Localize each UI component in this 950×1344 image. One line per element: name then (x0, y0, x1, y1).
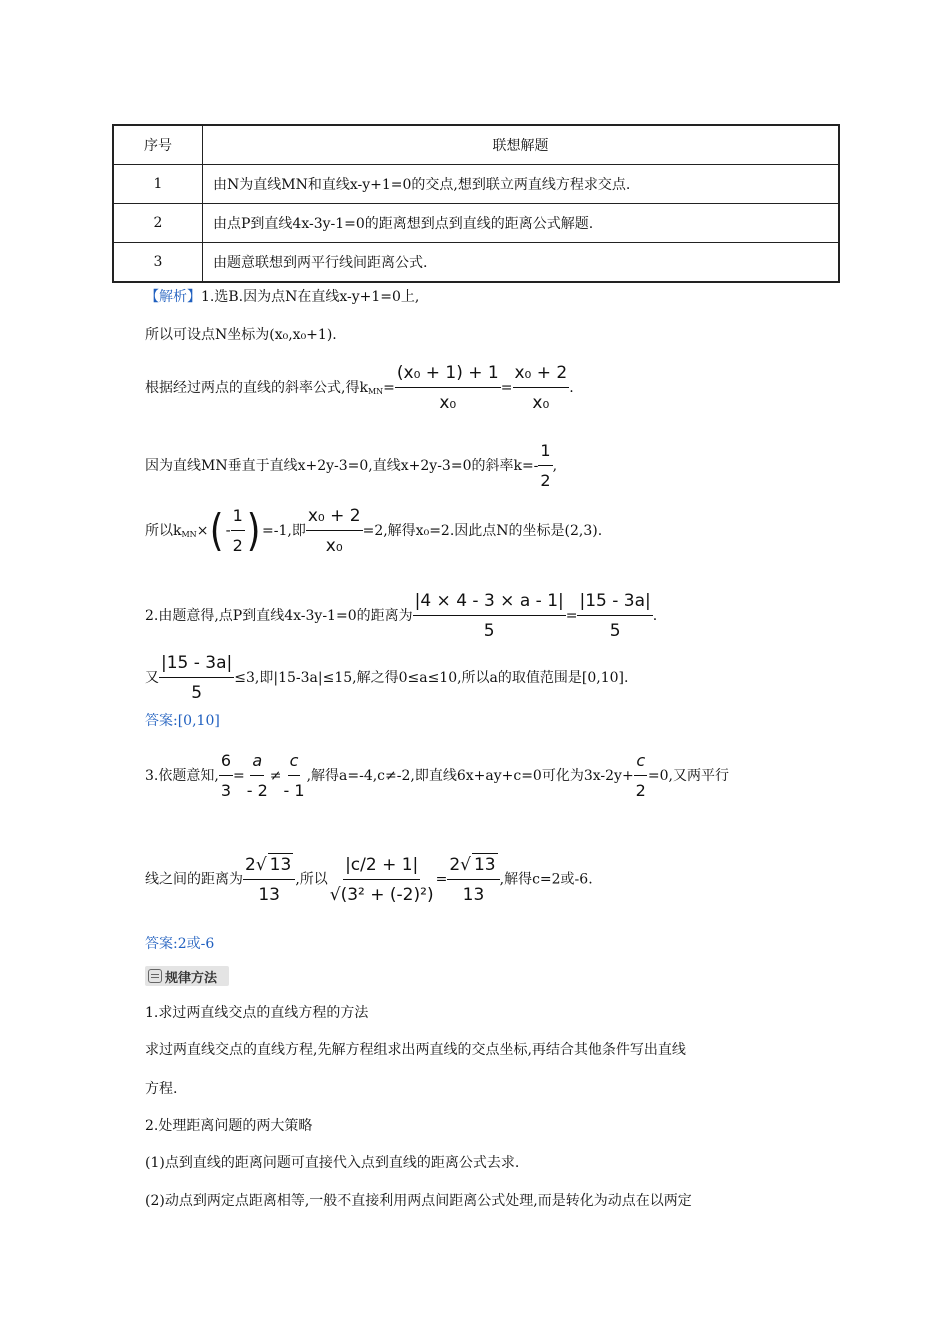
parallel-dist-post: ,解得c=2或-6. (499, 871, 593, 888)
row-index: 1 (113, 165, 203, 204)
row-text: 由题意联想到两平行线间距离公式. (203, 243, 840, 283)
table-row (113, 165, 839, 204)
analysis-line-perp: 因为直线MN垂直于直线x+2y-3=0,直线x+2y-3=0的斜率k=- $\frac{1}{2}$ , (145, 441, 558, 490)
analysis-line-parallel: 3.依题意知, $\frac{6}{3}$ = $\frac{a}{- 2}$ ≠ $\frac{c}{- 1}$ ,解得a=-4,c≠-2,即直线6x+ay+c=0可化为3x-2y+ $\frac{c}{2}$ =0,又两平行 (145, 751, 729, 800)
analysis-line-2: 所以可设点N坐标为(x₀,x₀+1). (145, 327, 337, 343)
parallel-mid: ,解得a=-4,c≠-2,即直线6x+ay+c=0可化为3x-2y+ (306, 768, 634, 784)
inequality-prefix: 又 (145, 670, 159, 686)
right-paren: ) (246, 505, 261, 556)
root13-fraction-2: $\frac{2√ 13}{13}$ (447, 853, 499, 906)
radicand: 13 (269, 855, 292, 875)
distance-fraction-1: $\frac{|4 \times 4 - 3 \times a - 1|}{5}$ (414, 591, 564, 641)
method-2-title: 2.处理距离问题的两大策略 (145, 1118, 313, 1134)
association-table (112, 124, 840, 283)
distance-fraction-2: $\frac{|15 - 3a|}{5}$ (579, 591, 651, 641)
header-association: 联想解题 (203, 125, 840, 165)
c-over-2-fraction: $\frac{c}{2}$ (635, 751, 646, 800)
method-1-text-b: 方程. (145, 1081, 178, 1097)
analysis-line-distance: 2.由题意得,点P到直线4x-3y-1=0的距离为 $\frac{|4 \times 4 - 3 \times a - 1|}{5}$ = $\frac{|15 - 3a|}{5}$ . (145, 591, 658, 641)
general-distance-fraction: $\frac{|c/2 + 1|}{\text{√(3² + (-2)²)}}$ (329, 854, 434, 905)
parallel-post: =0,又两平行 (647, 768, 729, 784)
product-post: =2,解得x₀=2.因此点N的坐标是(2,3). (362, 523, 603, 539)
parallel-text: 3.依题意知, (145, 768, 219, 784)
minus-sign: - (225, 523, 231, 539)
analysis-text: 1.选B.因为点N在直线x-y+1=0上, (201, 289, 420, 305)
method-badge (145, 966, 229, 986)
equals: = (383, 380, 395, 396)
ratio-fraction-1: $\frac{6}{3}$ (220, 751, 231, 800)
root13-fraction: $\frac{2√ 13}{13}$ (243, 853, 295, 906)
table-header-row (113, 125, 839, 165)
method-1-title: 1.求过两直线交点的直线方程的方法 (145, 1005, 369, 1021)
method-2-item-1: (1)点到直线的距离问题可直接代入点到直线的距离公式去求. (145, 1155, 520, 1171)
method-badge-label: 规律方法 (165, 970, 218, 986)
product-mid: =-1,即 (262, 523, 306, 539)
analysis-tag: 【解析】 (145, 289, 201, 305)
notebook-icon (148, 969, 162, 983)
analysis-line-slope: 根据经过两点的直线的斜率公式,得$k_{MN}=$ $\frac{\text{(x₀ + 1) + 1}}{\text{x₀}}$ = $\frac{\text{x₀ + 2}}{\text{x₀}}$ . (145, 363, 574, 413)
parallel-dist-mid: ,所以 (295, 871, 328, 888)
inequality-fraction: $\frac{|15 - 3a|}{5}$ (161, 653, 233, 703)
row-text: 由点P到直线4x-3y-1=0的距离想到点到直线的距离公式解题. (203, 204, 840, 243)
distance-text: 2.由题意得,点P到直线4x-3y-1=0的距离为 (145, 608, 413, 624)
slope-fraction-2: $\frac{\text{x₀ + 2}}{\text{x₀}}$ (514, 363, 568, 413)
analysis-line-product (145, 505, 602, 557)
table-row (113, 243, 839, 283)
product-subscript: MN (181, 530, 197, 539)
row-text: 由N为直线MN和直线x-y+1=0的交点,想到联立两直线方程求交点. (203, 165, 840, 204)
slope-text: 根据经过两点的直线的斜率公式,得k (145, 380, 368, 396)
root-coefficient: 2 (245, 855, 256, 875)
analysis-line-parallel-dist: 线之间的距离为 $\frac{2√ 13}{13}$ ,所以 $\frac{|c/2 + 1|}{\text{√(3² + (-2)²)}}$ = $\frac{2√ 13}{13}$ ,解得c=2或-6. (145, 854, 593, 905)
answer-2: 答案:2或-6 (145, 936, 215, 952)
slope-fraction-1: $\frac{\text{(x₀ + 1) + 1}}{\text{x₀}}$ (396, 363, 499, 413)
analysis-line-1 (145, 287, 419, 307)
method-1-text-a: 求过两直线交点的直线方程,先解方程组求出两直线的交点坐标,再结合其他条件写出直线 (145, 1042, 686, 1058)
slope-subscript: MN (367, 387, 384, 396)
method-2-item-2: (2)动点到两定点距离相等,一般不直接利用两点间距离公式处理,而是转化为动点在以两定 (145, 1193, 692, 1209)
inequality-text: ≤3,即|15-3a|≤15,解之得0≤a≤10,所以a的取值范围是[0,10]. (234, 670, 629, 686)
neg-half-fraction: $\frac{1}{2}$ (232, 506, 243, 555)
ratio-fraction-2: $\frac{a}{- 2}$ (246, 751, 268, 800)
x0-fraction: $\frac{\text{x₀ + 2}}{\text{x₀}}$ (307, 506, 361, 556)
table-row (113, 204, 839, 243)
half-fraction: $\frac{1}{2}$ (540, 441, 551, 490)
answer-1: 答案:[0,10] (145, 713, 220, 729)
perp-text: 因为直线MN垂直于直线x+2y-3=0,直线x+2y-3=0的斜率k=- (145, 458, 539, 474)
row-index: 3 (113, 243, 203, 283)
left-paren: ( (210, 505, 224, 556)
row-index: 2 (113, 204, 203, 243)
times-sign: × (196, 523, 209, 539)
analysis-line-inequality (145, 652, 628, 704)
parallel-dist-text: 线之间的距离为 (145, 871, 243, 888)
header-index: 序号 (113, 125, 203, 165)
product-text: 所以k (145, 523, 182, 539)
ratio-fraction-3: $\frac{c}{- 1}$ (283, 751, 305, 800)
